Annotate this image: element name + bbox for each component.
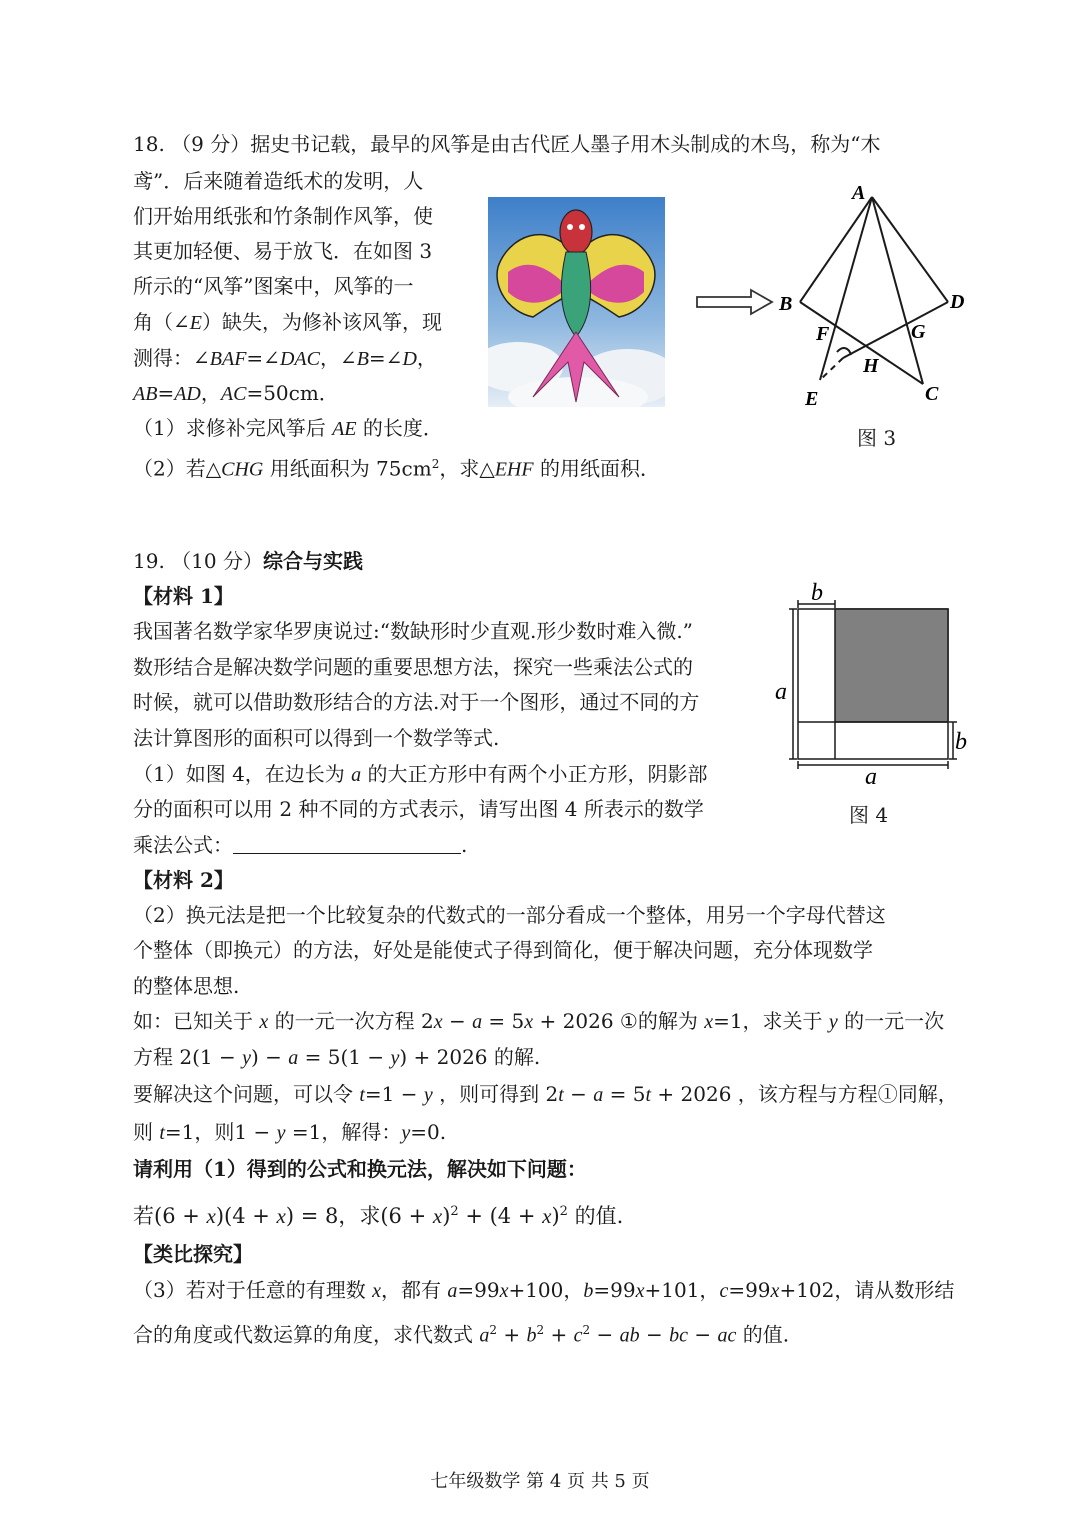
fig3-label-G: G — [911, 321, 926, 343]
q19-part-1-line-2: 分的面积可以用 2 种不同的方式表示，请写出图 4 所表示的数学 — [133, 797, 704, 821]
q19-example-line-4: 则 t=1，则1 − y =1，解得：y=0. — [133, 1120, 447, 1144]
q18-part-1: （1）求修补完风筝后 AE 的长度． — [133, 416, 443, 440]
figure-4-squares-diagram — [775, 582, 975, 792]
answer-blank[interactable] — [233, 835, 461, 854]
q19-part-2-line-2: 个整体（即换元）的方法，好处是能使式子得到简化，便于解决问题，充分体现数学 — [133, 938, 873, 962]
q19-m1-line-2: 数形结合是解决数学问题的重要思想方法，探究一些乘法公式的 — [133, 655, 693, 679]
figure-4-caption: 图 4 — [849, 803, 889, 827]
fig4-label-a-left: a — [775, 679, 787, 705]
q19-part-1-line-3: 乘法公式： . — [133, 833, 468, 857]
q19-example-line-3: 要解决这个问题，可以令 t=1 − y ，则可得到 2t − a = 5t + 2026 ，该方程与方程①同解， — [133, 1082, 958, 1106]
fig3-label-C: C — [925, 383, 939, 405]
fig4-label-a-bottom: a — [865, 764, 877, 790]
q19-part-1-line-1: （1）如图 4，在边长为 a 的大正方形中有两个小正方形，阴影部 — [133, 762, 708, 786]
q19-analogy-heading: 【类比探究】 — [133, 1242, 253, 1266]
fig3-label-H: H — [863, 355, 879, 377]
q19-part-3-line-1: （3）若对于任意的有理数 x，都有 a=99x+100，b=99x+101，c=99x+102，请从数形结 — [133, 1278, 955, 1302]
q18-line-3: 们开始用纸张和竹条制作风筝，使 — [133, 204, 433, 228]
fig4-label-b-top: b — [811, 582, 823, 606]
q19-example-line-1: 如：已知关于 x 的一元一次方程 2x − a = 5x + 2026 ①的解为 x=1，求关于 y 的一元一次 — [133, 1009, 945, 1033]
fig3-label-F: F — [816, 323, 830, 345]
q19-requirement: 请利用（1）得到的公式和换元法，解决如下问题： — [133, 1157, 587, 1181]
q18-line-2: 鸢”．后来随着造纸术的发明，人 — [133, 169, 424, 193]
kite-photo — [488, 197, 665, 407]
q19-m1-line-3: 时候，就可以借助数形结合的方法.对于一个图形，通过不同的方 — [133, 690, 700, 714]
figure-3-kite-diagram — [775, 180, 980, 415]
q19-m1-line-4: 法计算图形的面积可以得到一个数学等式. — [133, 726, 500, 750]
q18-line-4: 其更加轻便、易于放飞．在如图 3 — [133, 239, 433, 263]
arrow-right-icon — [695, 287, 775, 317]
q19-equation: 若(6 + x)(4 + x) = 8，求$(6 + x)^2 + (4 + x)^2$ 的值. — [133, 1204, 624, 1228]
q18-part-2: （2）若△CHG 用纸面积为 $75cm^2$，求△EHF 的用纸面积． — [133, 456, 660, 481]
q19-material-1-heading: 【材料 1】 — [133, 584, 234, 608]
q19-part-2-line-1: （2）换元法是把一个比较复杂的代数式的一部分看成一个整体，用另一个字母代替这 — [133, 903, 886, 927]
q18-line-1: 18. （9 分）据史书记载，最早的风筝是由古代匠人墨子用木头制成的木鸟，称为“木 — [133, 132, 881, 156]
fig3-label-D: D — [950, 291, 965, 313]
page-footer: 七年级数学 第 4 页 共 5 页 — [430, 1471, 650, 1492]
q19-m1-line-1: 我国著名数学家华罗庚说过:“数缺形时少直观.形少数时难入微.” — [133, 619, 693, 643]
fig3-label-E: E — [805, 388, 819, 410]
q19-example-line-2: 方程 2(1 − y) − a = 5(1 − y) + 2026 的解. — [133, 1045, 541, 1069]
q18-line-5: 所示的“风筝”图案中，风筝的一 — [133, 274, 414, 298]
q19-part-2-line-3: 的整体思想. — [133, 974, 240, 998]
figure-3-caption: 图 3 — [857, 426, 897, 450]
q19-part-3-line-2: 合的角度或代数运算的角度，求代数式 $a^2 + b^2 + c^2$ − ab − bc − ac 的值. — [133, 1322, 790, 1347]
q18-line-8: AB=AD，AC=50cm． — [133, 381, 339, 405]
fig3-label-B: B — [779, 293, 793, 315]
fig4-label-b-right: b — [955, 729, 967, 755]
fig3-label-A: A — [852, 182, 866, 204]
q18-line-6: 角（∠E）缺失，为修补该风筝，现 — [133, 310, 442, 334]
q19-title: 19. （10 分）综合与实践 — [133, 549, 363, 573]
q19-material-2-heading: 【材料 2】 — [133, 868, 234, 892]
q18-line-7: 测得：∠BAF=∠DAC，∠B=∠D， — [133, 346, 437, 370]
